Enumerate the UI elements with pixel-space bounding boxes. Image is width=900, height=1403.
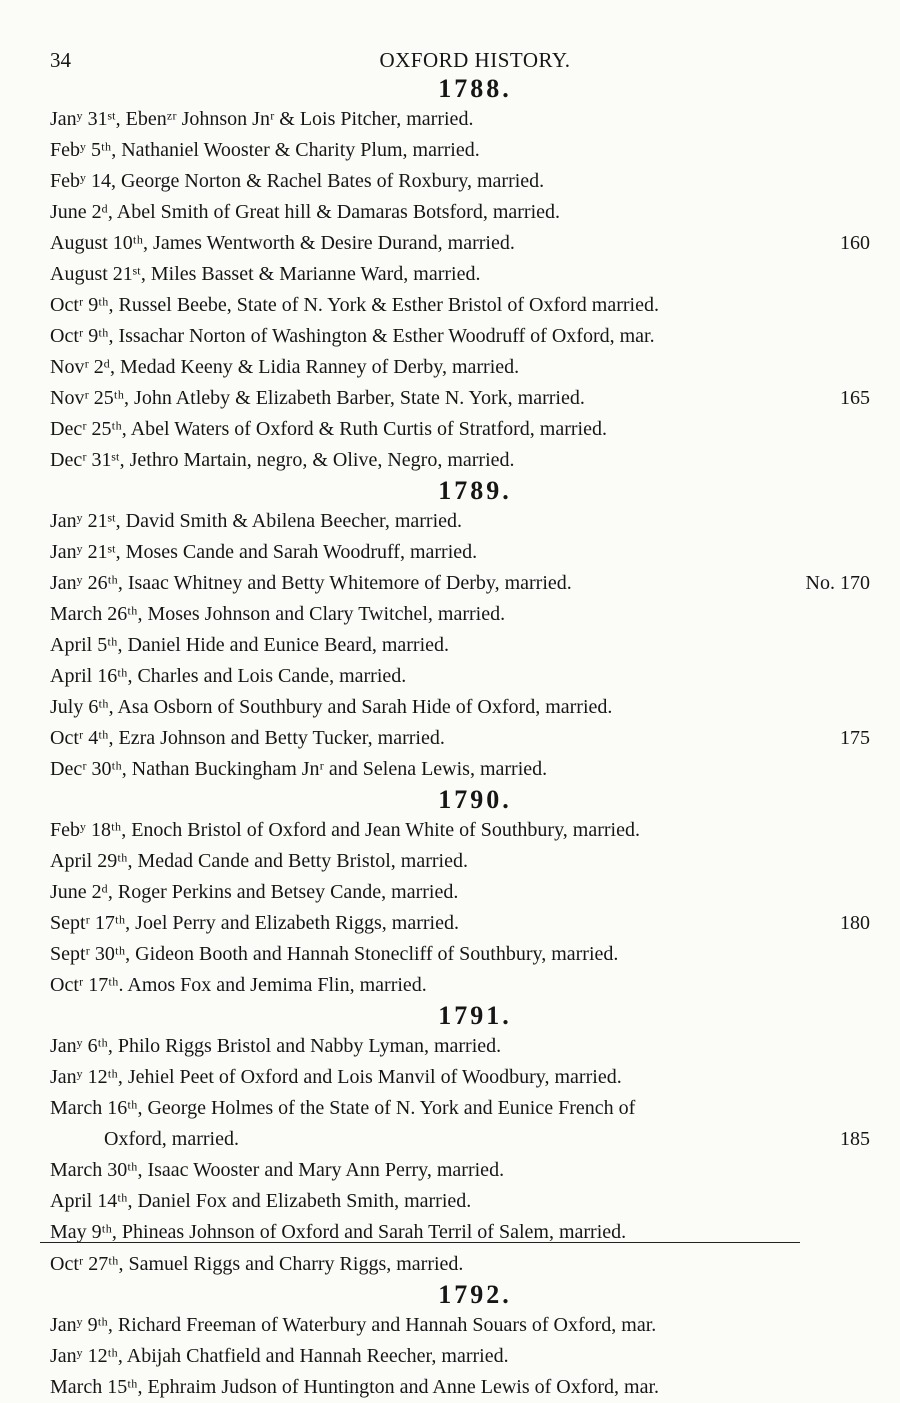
marriage-entry [50,1310,870,1341]
entry-text: May 9ᵗʰ, Phineas Johnson of Oxford and Sarah Terril of Salem, married. [50,1221,627,1243]
entry-number: 165 [840,387,870,409]
year-heading: 1790. [438,785,512,814]
marriage-entry [50,321,870,352]
page-number: 34 [50,48,71,72]
entry-text: Novʳ 25ᵗʰ, John Atleby & Elizabeth Barber, State N. York, married. [50,387,585,409]
entry-text: Janʸ 12ᵗʰ, Jehiel Peet of Oxford and Lois Manvil of Woodbury, married. [50,1066,622,1088]
entry-text: Decʳ 30ᵗʰ, Nathan Buckingham Jnʳ and Selena Lewis, married. [50,758,548,780]
entry-text: April 14ᵗʰ, Daniel Fox and Elizabeth Smith, married. [50,1190,472,1212]
marriage-entry [50,815,870,846]
entry-text: April 16ᵗʰ, Charles and Lois Cande, married. [50,665,407,687]
marriage-entry [50,877,870,908]
entry-text: Decʳ 31ˢᵗ, Jethro Martain, negro, & Olive, Negro, married. [50,449,515,471]
entry-number: 185 [840,1128,870,1150]
entry-text: Septʳ 30ᵗʰ, Gideon Booth and Hannah Stonecliff of Southbury, married. [50,943,619,965]
marriage-records [50,74,870,1403]
entry-text: Octʳ 4ᵗʰ, Ezra Johnson and Betty Tucker, married. [50,727,445,749]
entry-text: Octʳ 9ᵗʰ, Issachar Norton of Washington & Esther Woodruff of Oxford, mar. [50,325,655,347]
marriage-entry [50,908,870,939]
entry-text: Febʸ 18ᵗʰ, Enoch Bristol of Oxford and Jean White of Southbury, married. [50,819,640,841]
marriage-entry [50,228,870,259]
marriage-entry [50,352,870,383]
marriage-entry [50,692,870,723]
marriage-entry [50,290,870,321]
marriage-entry [50,166,870,197]
marriage-entry [50,599,870,630]
entry-number: 175 [840,727,870,749]
marriage-entry [50,846,870,877]
entry-text: Janʸ 31ˢᵗ, Ebenᶻʳ Johnson Jnʳ & Lois Pitcher, married. [50,108,474,130]
entry-text: April 29ᵗʰ, Medad Cande and Betty Bristol, married. [50,850,468,872]
marriage-entry [50,1186,870,1217]
entry-text: March 26ᵗʰ, Moses Johnson and Clary Twitchel, married. [50,603,506,625]
entry-text: Janʸ 26ᵗʰ, Isaac Whitney and Betty Whitemore of Derby, married. [50,572,572,594]
marriage-entry [50,414,870,445]
marriage-entry [50,754,870,785]
page-header [50,44,870,74]
entry-text: Octʳ 9ᵗʰ, Russel Beebe, State of N. York & Esther Bristol of Oxford married. [50,294,659,316]
marriage-entry [50,1217,870,1248]
entry-text: Janʸ 21ˢᵗ, Moses Cande and Sarah Woodruff, married. [50,541,478,563]
marriage-entry [50,1341,870,1372]
marriage-entry [50,1249,870,1280]
entry-text: August 10ᵗʰ, James Wentworth & Desire Durand, married. [50,232,515,254]
entry-text: Febʸ 14, George Norton & Rachel Bates of Roxbury, married. [50,170,545,192]
year-heading: 1792. [438,1280,512,1309]
marriage-entry [50,630,870,661]
entry-text: Janʸ 12ᵗʰ, Abijah Chatfield and Hannah Reecher, married. [50,1345,509,1367]
entry-text: Febʸ 5ᵗʰ, Nathaniel Wooster & Charity Plum, married. [50,139,480,161]
entry-number: No. 170 [805,572,870,594]
entry-text: Septʳ 17ᵗʰ, Joel Perry and Elizabeth Riggs, married. [50,912,459,934]
entry-text: March 15ᵗʰ, Ephraim Judson of Huntington and Anne Lewis of Oxford, mar. [50,1376,660,1398]
marriage-entry [50,1031,870,1062]
entry-text: Decʳ 25ᵗʰ, Abel Waters of Oxford & Ruth Curtis of Stratford, married. [50,418,607,440]
entry-text: Janʸ 21ˢᵗ, David Smith & Abilena Beecher, married. [50,510,463,532]
marriage-entry [50,1062,870,1093]
year-heading: 1791. [438,1001,512,1030]
marriage-entry [50,1124,870,1155]
year-heading: 1789. [438,476,512,505]
marriage-entry [50,445,870,476]
entry-text: Oxford, married. [104,1128,239,1150]
marriage-entry [50,723,870,754]
entry-text: Novʳ 2ᵈ, Medad Keeny & Lidia Ranney of Derby, married. [50,356,520,378]
entry-text: April 5ᵗʰ, Daniel Hide and Eunice Beard, married. [50,634,450,656]
marriage-entry [50,197,870,228]
entry-text: July 6ᵗʰ, Asa Osborn of Southbury and Sarah Hide of Oxford, married. [50,696,613,718]
entry-number: 180 [840,912,870,934]
entry-number: 160 [840,232,870,254]
marriage-entry [50,1155,870,1186]
marriage-entry [50,939,870,970]
running-head: OXFORD HISTORY. [379,48,571,72]
marriage-entry [50,104,870,135]
entry-text: Janʸ 6ᵗʰ, Philo Riggs Bristol and Nabby Lyman, married. [50,1035,502,1057]
marriage-entry [50,661,870,692]
entry-text: August 21ˢᵗ, Miles Basset & Marianne Ward, married. [50,263,481,285]
marriage-entry [50,1372,870,1403]
entry-text: Octʳ 17ᵗʰ. Amos Fox and Jemima Flin, married. [50,974,427,996]
marriage-entry [50,506,870,537]
marriage-entry [50,568,870,599]
marriage-entry [50,383,870,414]
marriage-entry [50,135,870,166]
entry-text: June 2ᵈ, Roger Perkins and Betsey Cande, married. [50,881,459,903]
entry-text: June 2ᵈ, Abel Smith of Great hill & Damaras Botsford, married. [50,201,561,223]
marriage-entry [50,1093,870,1124]
entry-text: March 30ᵗʰ, Isaac Wooster and Mary Ann Perry, married. [50,1159,505,1181]
handwritten-underline [40,1242,800,1243]
entry-text: Octʳ 27ᵗʰ, Samuel Riggs and Charry Riggs, married. [50,1253,464,1275]
marriage-entry [50,970,870,1001]
year-heading: 1788. [438,74,512,103]
marriage-entry [50,259,870,290]
entry-text: March 16ᵗʰ, George Holmes of the State of N. York and Eunice French of [50,1097,636,1119]
marriage-entry [50,537,870,568]
entry-text: Janʸ 9ᵗʰ, Richard Freeman of Waterbury and Hannah Souars of Oxford, mar. [50,1314,657,1336]
